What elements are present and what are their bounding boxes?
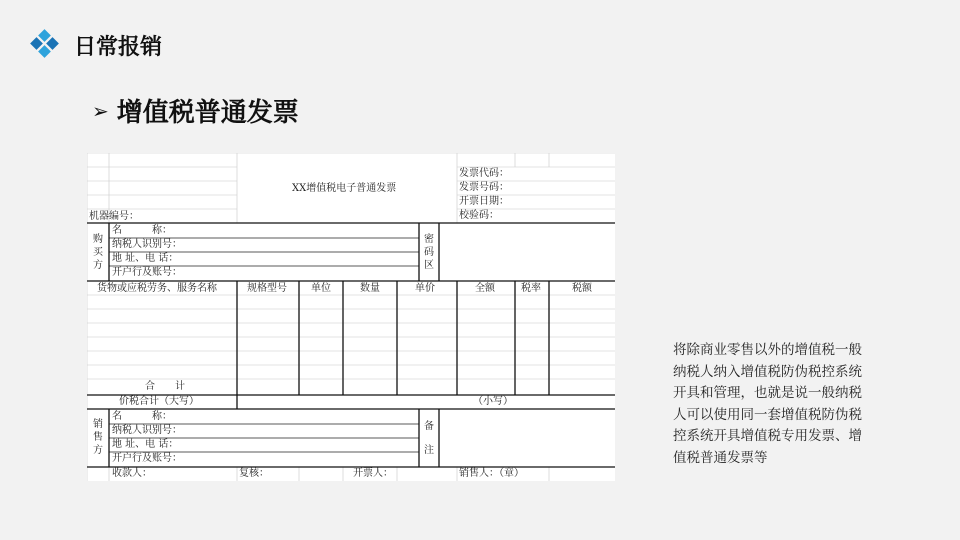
- machine-number-label: 机器编号：: [89, 211, 139, 222]
- seller-bank-label: 开户行及账号：: [112, 453, 182, 464]
- subtitle-text: 增值税普通发票: [116, 98, 299, 128]
- col-tax-amount: 税额: [572, 283, 592, 294]
- buyer-side-label: 购买方: [93, 234, 103, 271]
- slide-title: 日常报销: [74, 35, 163, 60]
- seller-signature-label: 销售人：（章）: [459, 468, 524, 479]
- col-quantity: 数量: [360, 283, 380, 294]
- invoice-number-label: 发票号码：: [459, 182, 509, 193]
- col-spec: 规格型号: [247, 283, 287, 294]
- buyer-taxid-label: 纳税人识别号：: [112, 239, 182, 250]
- invoice-date-label: 开票日期：: [459, 196, 509, 207]
- reviewer-label: 复核：: [239, 468, 269, 479]
- buyer-address-label: 地 址、电 话：: [112, 253, 179, 264]
- buyer-name-label: 名 称：: [112, 225, 172, 236]
- seller-side-label: 销售方: [93, 419, 103, 456]
- password-area-label: 密码区: [424, 234, 434, 271]
- col-unit-price: 单价: [415, 283, 435, 294]
- drawer-label: 开票人：: [353, 468, 393, 479]
- total-small-label: （小写）: [473, 396, 513, 407]
- section-subtitle: [92, 92, 299, 129]
- buyer-bank-label: 开户行及账号：: [112, 267, 182, 278]
- col-tax-rate: 税率: [521, 283, 541, 294]
- diamond-cluster-icon: [30, 30, 60, 60]
- seller-address-label: 地 址、电 话：: [112, 439, 179, 450]
- invoice-code-label: 发票代码：: [459, 168, 509, 179]
- description-text: 将除商业零售以外的增值税一般纳税人纳入增值税防伪税控系统开具和管理，也就是说一般纳税人可以使用同一套增值税防伪税控系统开具增值税专用发票、增值税普通发票等: [673, 342, 862, 466]
- col-goods-name: 货物或应税劳务、服务名称: [97, 283, 217, 294]
- invoice-form: [87, 153, 615, 481]
- total-label: 合 计: [145, 381, 185, 392]
- total-in-words-label: 价税合计（大写）: [119, 396, 199, 407]
- col-unit: 单位: [311, 283, 331, 294]
- arrow-bullet-icon: ➢: [92, 98, 109, 123]
- remarks-label: 备注: [424, 421, 434, 456]
- payee-label: 收款人：: [112, 468, 152, 479]
- seller-name-label: 名 称：: [112, 411, 172, 422]
- invoice-title: XX增值税电子普通发票: [292, 183, 397, 194]
- col-amount: 全额: [475, 283, 495, 294]
- check-code-label: 校验码：: [459, 210, 499, 221]
- seller-taxid-label: 纳税人识别号：: [112, 425, 182, 436]
